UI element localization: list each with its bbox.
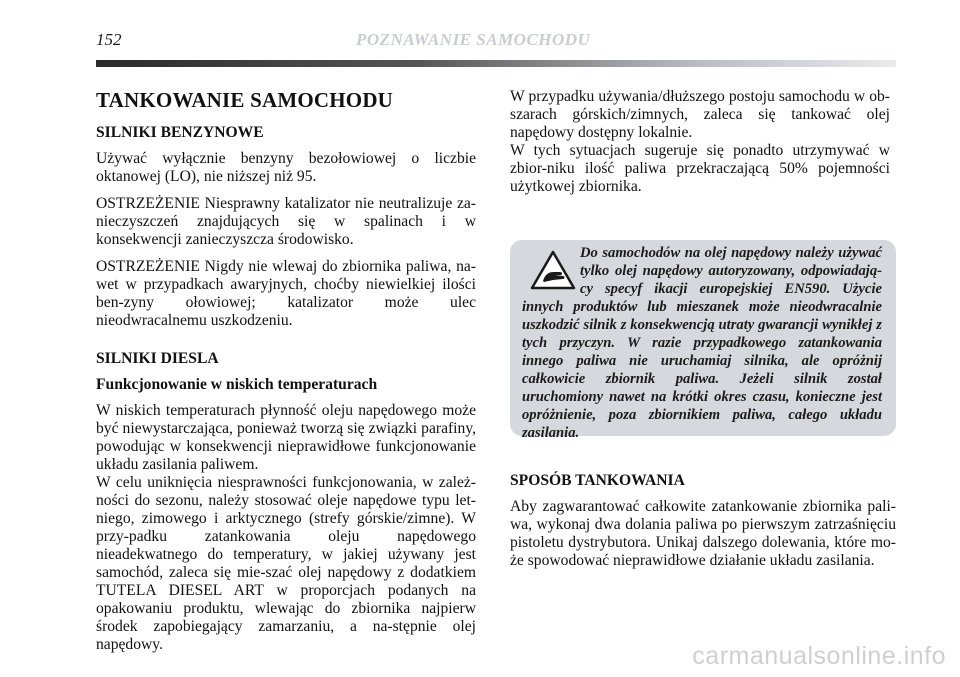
diesel-heading: SILNIKI DIESLA	[96, 350, 219, 367]
refuel-paragraph: Aby zagwarantować całkowite zatankowanie zbiornika pali-wa, wykonaj dwa dolania paliwa po pierwszym zatrzaśnięciu pistoletu dystrybutora. Unikaj dalszego dolewania, które mo-że spowodować nieprawidłowe działanie układu zasilania.	[510, 498, 896, 569]
petrol-paragraph-3: OSTRZEŻENIE Nigdy nie wlewaj do zbiornika paliwa, na-wet w przypadkach awaryjnych, choćby niewielkiej ilości ben-zyny ołowiowej; katalizator może ulec nieodwracalnemu uszkodzeniu.	[96, 258, 476, 329]
page-title: TANKOWANIE SAMOCHODU	[96, 88, 394, 112]
warning-box	[510, 240, 896, 441]
page-number: 152	[96, 30, 122, 49]
right-paragraph-1: W przypadku używania/dłuższego postoju samochodu w ob-szarach górskich/zimnych, zaleca się tankować olej napędowy dostępny lokalnie.	[510, 88, 890, 141]
right-paragraph-2: W tych sytuacjach sugeruje się ponadto utrzymywać w zbior-niku ilość paliwa przekraczającą 50% pojemności użytkowej zbiornika.	[510, 142, 890, 195]
petrol-paragraph-2: OSTRZEŻENIE Niesprawny katalizator nie neutralizuje za-nieczyszczeń znajdujących się w spalinach i w konsekwencji zanieczyszcza środowisko.	[96, 195, 476, 248]
diesel-paragraph-1: W niskich temperaturach płynność oleju napędowego może być niewystarczająca, ponieważ tworzą się związki parafiny, powodując w konsekwencji nieprawidłowe funkcjonowanie układu zasilania paliwem.	[96, 402, 476, 473]
warning-text: Do samochodów na olej napędowy należy używać tylko olej napędowy autoryzowany, odpowiadają-cy specyf ikacji europejskiej EN590. Użycie innych produktów lub mieszanek może nieodwracalnie uszkodzić silnik z konsekwencją utraty gwarancji wynikłej z tych przyczyn. W razie przypadkowego zatankowania innego paliwa nie uruchamiaj silnika, ale opróżnij całkowicie zbiornik paliwa. Jeżeli silnik został uruchomiony nawet na krótki okres czasu, konieczne jest opróżnienie, poza zbiornikiem paliwa, całego układu zasilania.	[522, 245, 882, 441]
warning-icon	[530, 250, 576, 290]
refuel-section	[510, 472, 896, 570]
diesel-paragraph-2: W celu uniknięcia niesprawności funkcjonowania, w zależ-ności do sezonu, należy stosować oleje napędowe typu let-niego, zimowego i arktycznego (strefy górskie/zimne). W przy-padku zatankowania oleju napędowego nieadekwatnego do temperatury, w jakiej używany jest samochód, zaleca się mie-szać olej napędowy z dodatkiem TUTELA DIESEL ART w proporcjach podanych na opakowaniu produktu, wlewając do zbiornika najpierw środek zapobiegający zamarzaniu, a na-stępnie olej napędowy.	[96, 474, 476, 653]
warning-icon-slot	[522, 244, 580, 294]
right-column	[510, 88, 890, 196]
watermark: carmanualsonline.info	[692, 642, 946, 670]
header-rule	[96, 60, 896, 67]
refuel-heading: SPOSÓB TANKOWANIA	[510, 472, 685, 489]
petrol-heading: SILNIKI BENZYNOWE	[96, 124, 264, 141]
running-head: POZNAWANIE SAMOCHODU	[356, 30, 591, 49]
petrol-paragraph-1: Używać wyłącznie benzyny bezołowiowej o liczbie oktanowej (LO), nie niższej niż 95.	[96, 150, 476, 185]
left-column	[96, 88, 476, 654]
diesel-subheading: Funkcjonowanie w niskich temperaturach	[96, 376, 378, 393]
warning-text-block	[522, 244, 882, 442]
